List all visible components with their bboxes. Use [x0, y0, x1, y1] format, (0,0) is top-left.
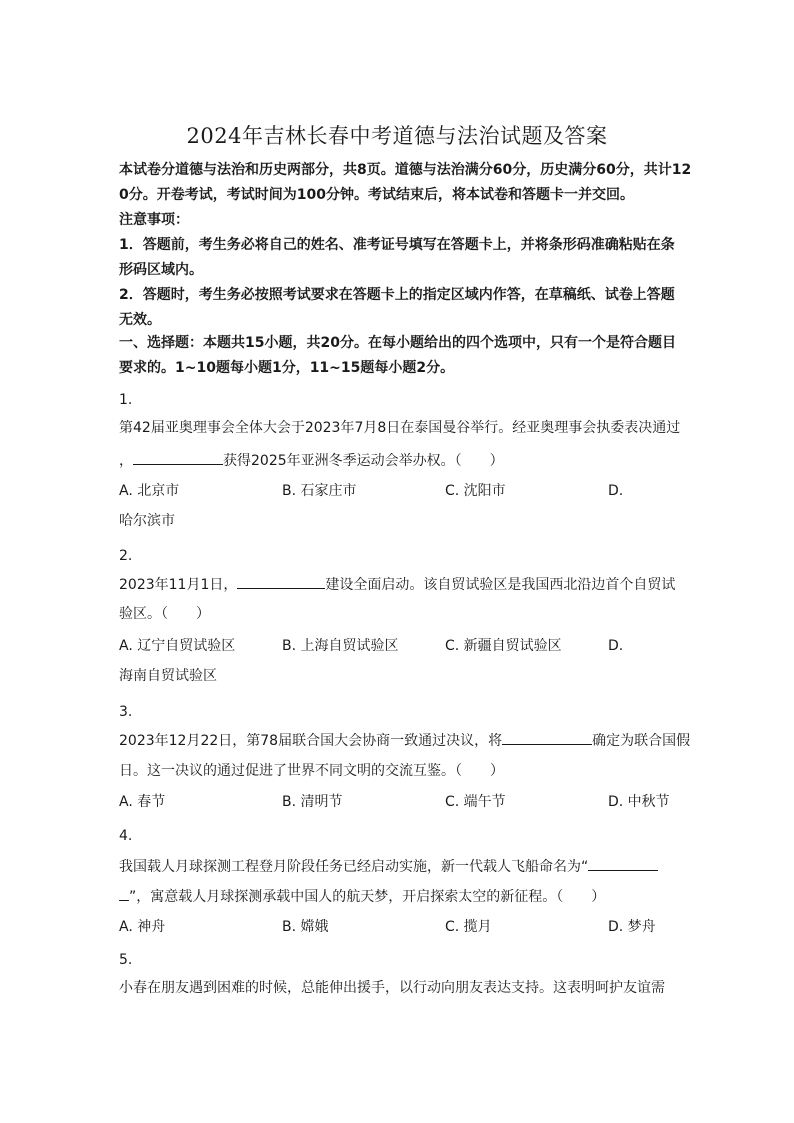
option-d-text: 海南自贸试验区 — [119, 668, 217, 684]
intro-line-1: 本试卷分道德与法治和历史两部分，共8页。道德与法治满分60分，历史满分60分，共计12 — [119, 162, 692, 178]
question-number: 1. — [119, 392, 133, 408]
intro-line-2: 0分。开卷考试，考试时间为100分钟。考试结束后，将本试卷和答题卡一并交回。 — [119, 187, 634, 203]
answer-blank — [119, 886, 129, 901]
question-text: 验区。（ ） — [119, 606, 210, 622]
question-number: 3. — [119, 704, 133, 720]
question-text — [119, 886, 679, 907]
note-1-line-2: 形码区域内。 — [119, 262, 203, 278]
answer-blank — [588, 856, 658, 871]
question-text: 第42届亚奥理事会全体大会于2023年7月8日在泰国曼谷举行。经亚奥理事会执委表决通过 — [119, 420, 681, 436]
note-1-line-1: 1．答题前，考生务必将自己的姓名、准考证号填写在答题卡上，并将条形码准确粘贴在条 — [119, 237, 675, 253]
question-text-suffix: 建设全面启动。该自贸试验区是我国西北沿边首个自贸试 — [325, 577, 676, 593]
question-text: 日。这一决议的通过促进了世界不同文明的交流互鉴。（ ） — [119, 763, 504, 779]
document-title: 2024年吉林长春中考道德与法治试题及答案 — [186, 124, 608, 148]
option-d[interactable]: D. — [608, 638, 624, 654]
question-text — [119, 730, 691, 751]
notice-heading: 注意事项： — [119, 212, 189, 228]
question-text-suffix: 确定为联合国假 — [592, 733, 691, 749]
option-a[interactable]: A. 春节 — [119, 794, 166, 810]
note-2-line-1: 2．答题时，考生务必按照考试要求在答题卡上的指定区域内作答，在草稿纸、试卷上答题 — [119, 287, 675, 303]
option-d[interactable]: D. 中秋节 — [608, 794, 670, 810]
option-d[interactable]: D. 梦舟 — [608, 919, 656, 935]
question-text — [119, 574, 679, 595]
question-text-prefix: 我国载人月球探测工程登月阶段任务已经启动实施，新一代载人飞船命名为“ — [119, 859, 589, 875]
note-2-line-2: 无效。 — [119, 312, 161, 328]
question-text-prefix: 2023年11月1日， — [119, 577, 238, 593]
option-c[interactable]: C. 揽月 — [445, 919, 492, 935]
option-b[interactable]: B. 石家庄市 — [282, 483, 357, 499]
answer-blank — [237, 574, 325, 589]
option-c[interactable]: C. 新疆自贸试验区 — [445, 638, 562, 654]
section-heading-line-2: 要求的。1~10题每小题1分，11~15题每小题2分。 — [119, 360, 455, 376]
option-b[interactable]: B. 清明节 — [282, 794, 343, 810]
question-text — [119, 856, 679, 877]
question-text-prefix: ， — [119, 453, 133, 469]
option-d[interactable]: D. — [608, 483, 624, 499]
question-text: 小春在朋友遇到困难的时候，总能伸出援手，以行动向朋友表达支持。这表明呵护友谊需 — [119, 980, 665, 996]
answer-blank — [133, 450, 223, 465]
section-heading-line-1: 一、选择题：本题共15小题，共20分。在每小题给出的四个选项中，只有一个是符合题目 — [119, 335, 676, 351]
question-number: 4. — [119, 828, 133, 844]
question-number: 2. — [119, 548, 133, 564]
question-number: 5. — [119, 952, 133, 968]
option-c[interactable]: C. 沈阳市 — [445, 483, 506, 499]
answer-blank — [502, 730, 592, 745]
option-d-text: 哈尔滨市 — [119, 513, 175, 529]
option-a[interactable]: A. 北京市 — [119, 483, 180, 499]
question-text-suffix: ”，寓意载人月球探测承载中国人的航天梦，开启探索太空的新征程。（ ） — [129, 889, 606, 905]
question-text — [119, 450, 679, 471]
option-a[interactable]: A. 辽宁自贸试验区 — [119, 638, 236, 654]
question-text-suffix: 获得2025年亚洲冬季运动会举办权。（ ） — [223, 453, 504, 469]
option-a[interactable]: A. 神舟 — [119, 919, 166, 935]
option-c[interactable]: C. 端午节 — [445, 794, 506, 810]
question-text-prefix: 2023年12月22日，第78届联合国大会协商一致通过决议，将 — [119, 733, 503, 749]
option-b[interactable]: B. 上海自贸试验区 — [282, 638, 399, 654]
option-b[interactable]: B. 嫦娥 — [282, 919, 329, 935]
